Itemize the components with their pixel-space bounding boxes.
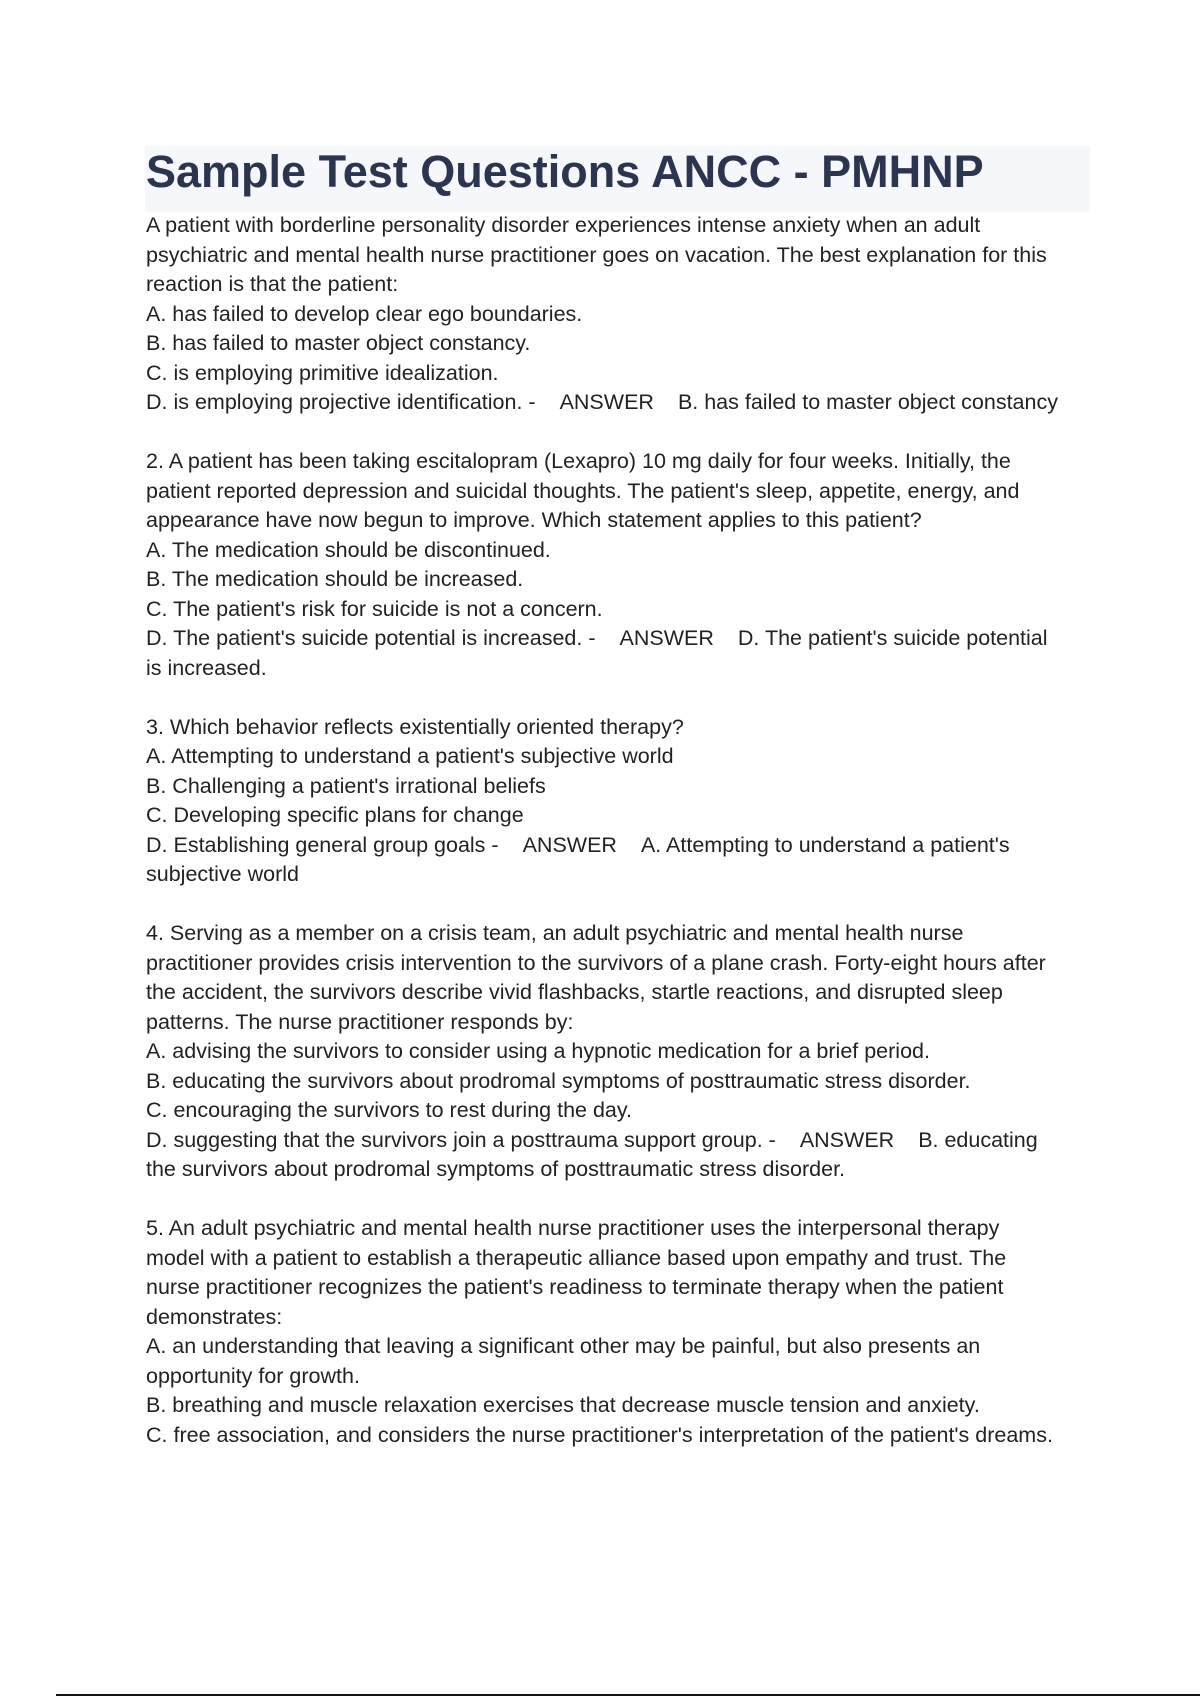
answer-text: B. has failed to master object constancy — [677, 390, 1058, 414]
answer-option: A. The medication should be discontinued. — [146, 537, 551, 562]
answer-option: A. Attempting to understand a patient's subjective world — [146, 744, 674, 768]
question-stem-line: practitioner provides crisis intervention to the survivors of a plane crash. Forty-eight hours after — [146, 950, 1046, 975]
answer-label: ANSWER — [619, 626, 714, 650]
question-1 — [146, 211, 1091, 418]
questions-content — [146, 211, 1091, 1480]
answer-text: A. Attempting to understand a patient's — [640, 832, 1010, 857]
answer-option: A. has failed to develop clear ego boundaries. — [146, 301, 583, 326]
question-4 — [146, 919, 1091, 1185]
answer-option: D. The patient's suicide potential is increased. - — [146, 626, 596, 650]
question-stem-line: 3. Which behavior reflects existentially oriented therapy? — [146, 714, 684, 739]
answer-option: C. encouraging the survivors to rest during the day. — [146, 1098, 632, 1122]
question-stem-line: patterns. The nurse practitioner responds by: — [146, 1009, 574, 1034]
answer-option: A. an understanding that leaving a significant other may be painful, but also presents an — [146, 1334, 981, 1358]
answer-continuation: subjective world — [146, 862, 299, 886]
question-stem-line: 2. A patient has been taking escitalopram (Lexapro) 10 mg daily for four weeks. Initially, the — [146, 449, 1011, 473]
answer-option: C. Developing specific plans for change — [146, 803, 524, 827]
answer-option: D. suggesting that the survivors join a posttrauma support group. - — [146, 1127, 776, 1152]
question-stem-line: appearance have now begun to improve. Which statement applies to this patient? — [146, 508, 922, 532]
answer-text: D. The patient's suicide potential — [737, 626, 1048, 650]
answer-option: C. The patient's risk for suicide is not a concern. — [146, 596, 603, 621]
question-stem-line: psychiatric and mental health nurse practitioner goes on vacation. The best explanation for this — [146, 242, 1047, 267]
question-stem-line: the accident, the survivors describe vivid flashbacks, startle reactions, and disrupted sleep — [146, 980, 1003, 1004]
question-stem-line: nurse practitioner recognizes the patient's readiness to terminate therapy when the patient — [146, 1275, 1004, 1299]
answer-row — [146, 388, 1091, 418]
answer-option: C. free association, and considers the nurse practitioner's interpretation of the patient's dreams. — [146, 1422, 1053, 1447]
document-title: Sample Test Questions ANCC - PMHNP — [146, 146, 984, 197]
question-stem-line: patient reported depression and suicidal thoughts. The patient's sleep, appetite, energy, and — [146, 478, 1020, 503]
answer-option: B. educating the survivors about prodromal symptoms of posttraumatic stress disorder. — [146, 1068, 971, 1093]
question-stem-line: 4. Serving as a member on a crisis team, an adult psychiatric and mental health nurse — [146, 921, 964, 945]
question-2 — [146, 447, 1091, 683]
answer-option-continuation: opportunity for growth. — [146, 1363, 360, 1388]
answer-row — [146, 1126, 1091, 1156]
answer-option: B. has failed to master object constancy. — [146, 331, 531, 355]
answer-row — [146, 624, 1091, 654]
answer-option: B. breathing and muscle relaxation exercises that decrease muscle tension and anxiety. — [146, 1393, 980, 1417]
question-stem-line: 5. An adult psychiatric and mental health nurse practitioner uses the interpersonal therapy — [146, 1216, 1000, 1240]
question-stem-line: A patient with borderline personality disorder experiences intense anxiety when an adult — [146, 213, 981, 237]
page-bottom-rule — [56, 1694, 1200, 1696]
answer-continuation: the survivors about prodromal symptoms of posttraumatic stress disorder. — [146, 1157, 846, 1181]
answer-label: ANSWER — [522, 832, 617, 857]
answer-continuation: is increased. — [146, 655, 267, 680]
answer-option: A. advising the survivors to consider using a hypnotic medication for a brief period. — [146, 1039, 930, 1063]
question-stem-line: reaction is that the patient: — [146, 272, 399, 296]
answer-option: B. The medication should be increased. — [146, 567, 524, 591]
question-3 — [146, 713, 1091, 890]
answer-option: D. Establishing general group goals - — [146, 832, 499, 857]
answer-option: D. is employing projective identification. - — [146, 390, 536, 414]
answer-option: C. is employing primitive idealization. — [146, 360, 499, 385]
question-stem-line: model with a patient to establish a therapeutic alliance based upon empathy and trust. The — [146, 1245, 1007, 1270]
answer-label: ANSWER — [559, 390, 654, 414]
question-5 — [146, 1214, 1091, 1450]
answer-option: B. Challenging a patient's irrational beliefs — [146, 773, 546, 798]
answer-text: B. educating — [918, 1127, 1038, 1152]
question-stem-line: demonstrates: — [146, 1304, 283, 1329]
answer-label: ANSWER — [799, 1127, 895, 1152]
answer-row — [146, 831, 1091, 861]
